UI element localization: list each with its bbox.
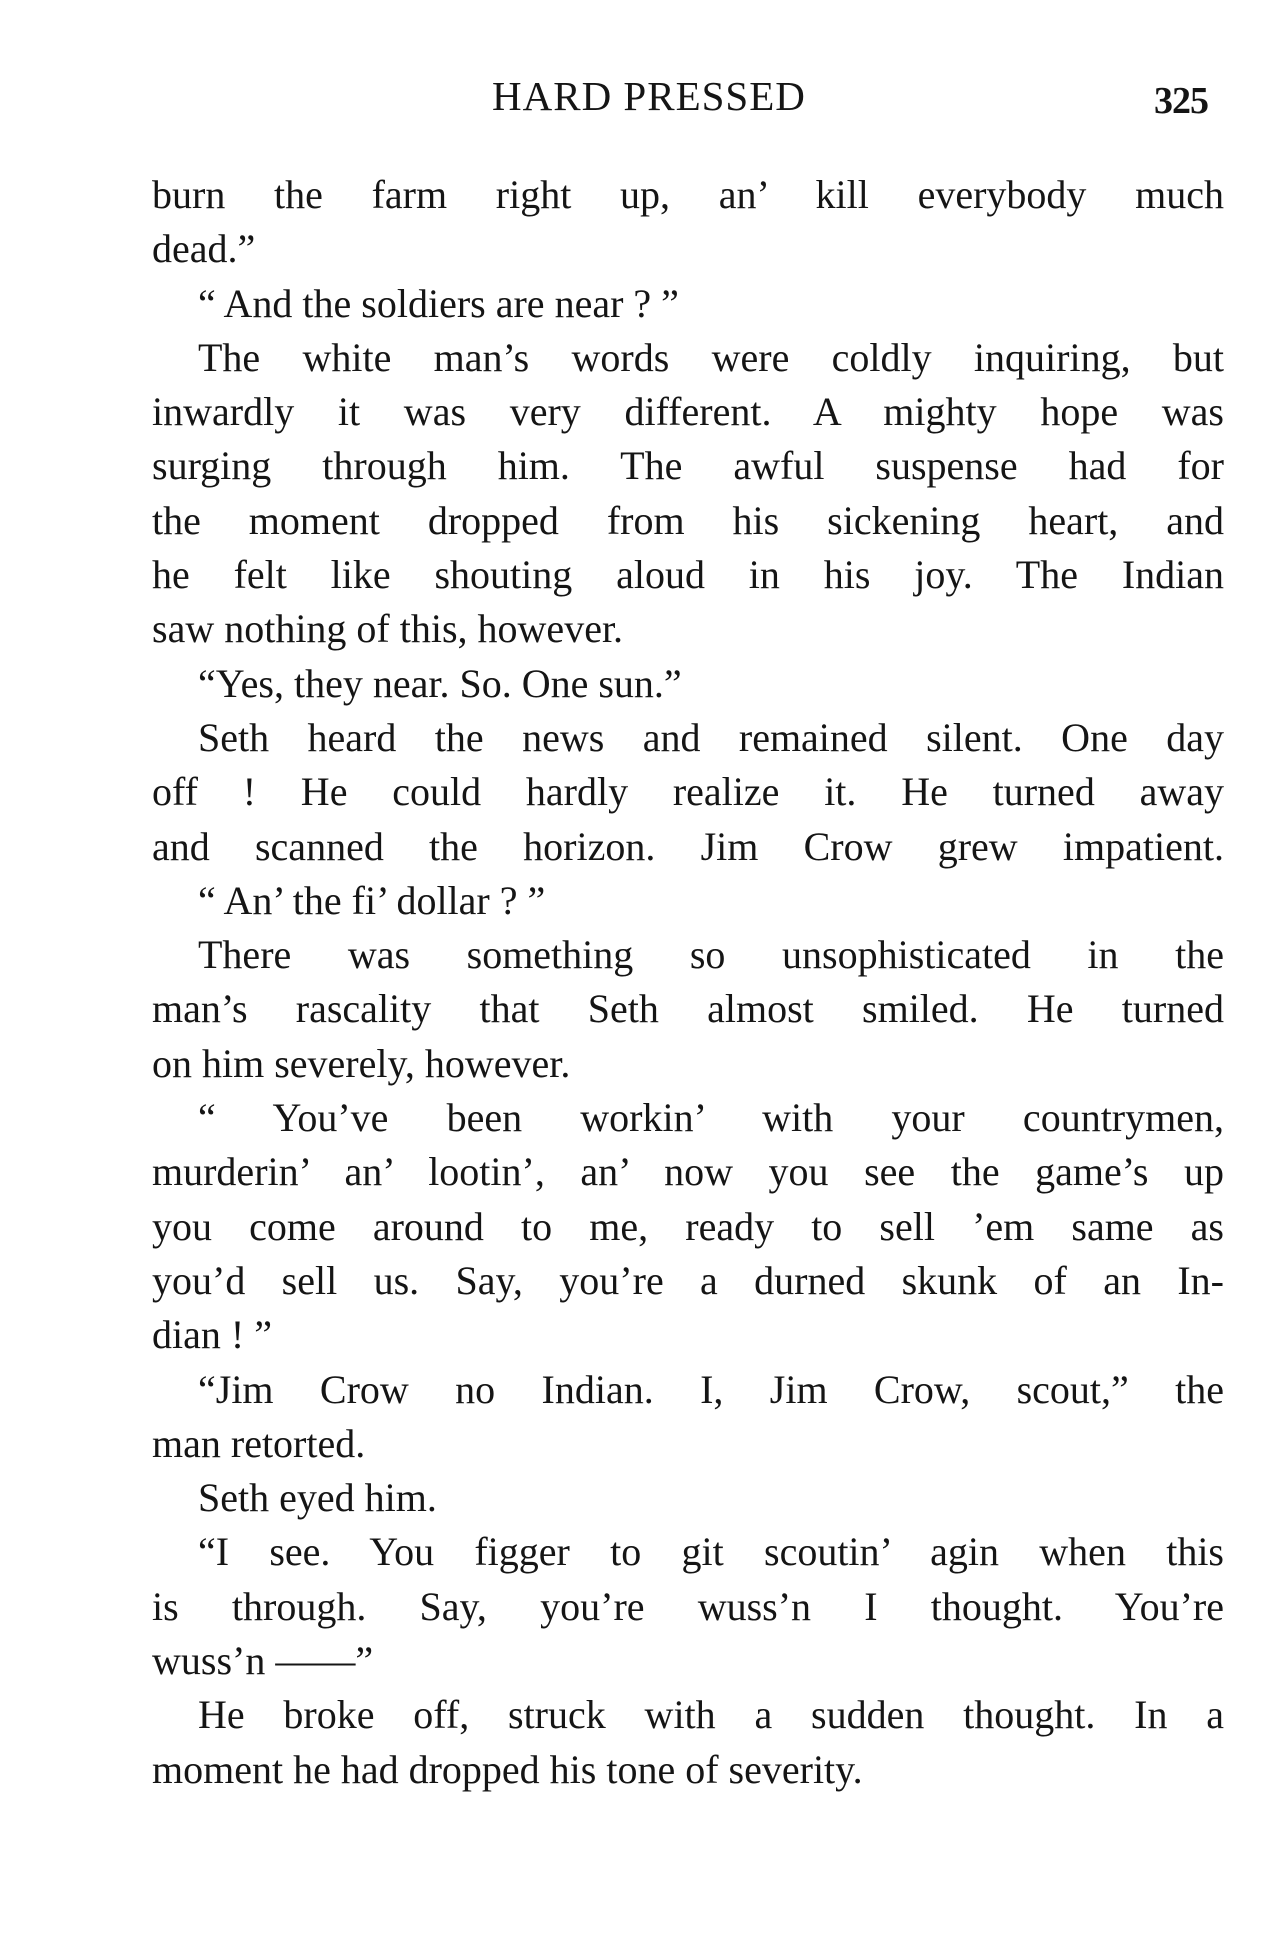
text-line: “I see. You figger to git scoutin’ agin when this — [198, 1529, 1224, 1575]
text-line: “Yes, they near. So. One sun.” — [198, 660, 682, 706]
text-line: is through. Say, you’re wuss’n I thought. You’re — [152, 1583, 1224, 1629]
text-line: dian ! ” — [152, 1312, 272, 1358]
text-line: dead.” — [152, 226, 256, 272]
text-line: “Jim Crow no Indian. I, Jim Crow, scout,” the — [198, 1366, 1224, 1412]
text-line: burn the farm right up, an’ kill everybody much — [152, 172, 1224, 217]
text-line: the moment dropped from his sickening heart, and — [152, 497, 1224, 543]
text-line: “ You’ve been workin’ with your countrymen, — [198, 1095, 1224, 1141]
text-line: He broke off, struck with a sudden thought. In a — [198, 1692, 1224, 1738]
text-line: “ An’ the fi’ dollar ? ” — [198, 877, 546, 923]
text-line: man’s rascality that Seth almost smiled. He turned — [152, 986, 1224, 1032]
text-line: surging through him. The awful suspense had for — [152, 443, 1224, 489]
text-line: inwardly it was very different. A mighty hope was — [152, 389, 1224, 435]
text-line: on him severely, however. — [152, 1040, 571, 1086]
text-line: saw nothing of this, however. — [152, 606, 624, 652]
text-line: and scanned the horizon. Jim Crow grew impatient. — [152, 823, 1224, 869]
text-line: “ And the soldiers are near ? ” — [198, 280, 679, 326]
text-line: you come around to me, ready to sell ’em same as — [152, 1203, 1224, 1249]
text-line: Seth eyed him. — [198, 1475, 437, 1521]
body-text — [152, 168, 1224, 1797]
text-line: you’d sell us. Say, you’re a durned skunk of an In- — [152, 1257, 1224, 1303]
text-line: Seth heard the news and remained silent. One day — [198, 714, 1224, 760]
text-line: off ! He could hardly realize it. He turned away — [152, 769, 1224, 815]
text-line: murderin’ an’ lootin’, an’ now you see the game’s up — [152, 1149, 1224, 1195]
running-title: HARD PRESSED — [492, 73, 806, 119]
page-number: 325 — [1154, 80, 1208, 122]
text-line: The white man’s words were coldly inquiring, but — [198, 334, 1224, 380]
text-line: wuss’n ——” — [152, 1638, 374, 1684]
running-head — [0, 73, 1276, 136]
text-line: There was something so unsophisticated in the — [198, 932, 1224, 978]
text-line: he felt like shouting aloud in his joy. The Indian — [152, 552, 1224, 598]
text-line: man retorted. — [152, 1420, 366, 1466]
text-line: moment he had dropped his tone of severity. — [152, 1746, 863, 1792]
